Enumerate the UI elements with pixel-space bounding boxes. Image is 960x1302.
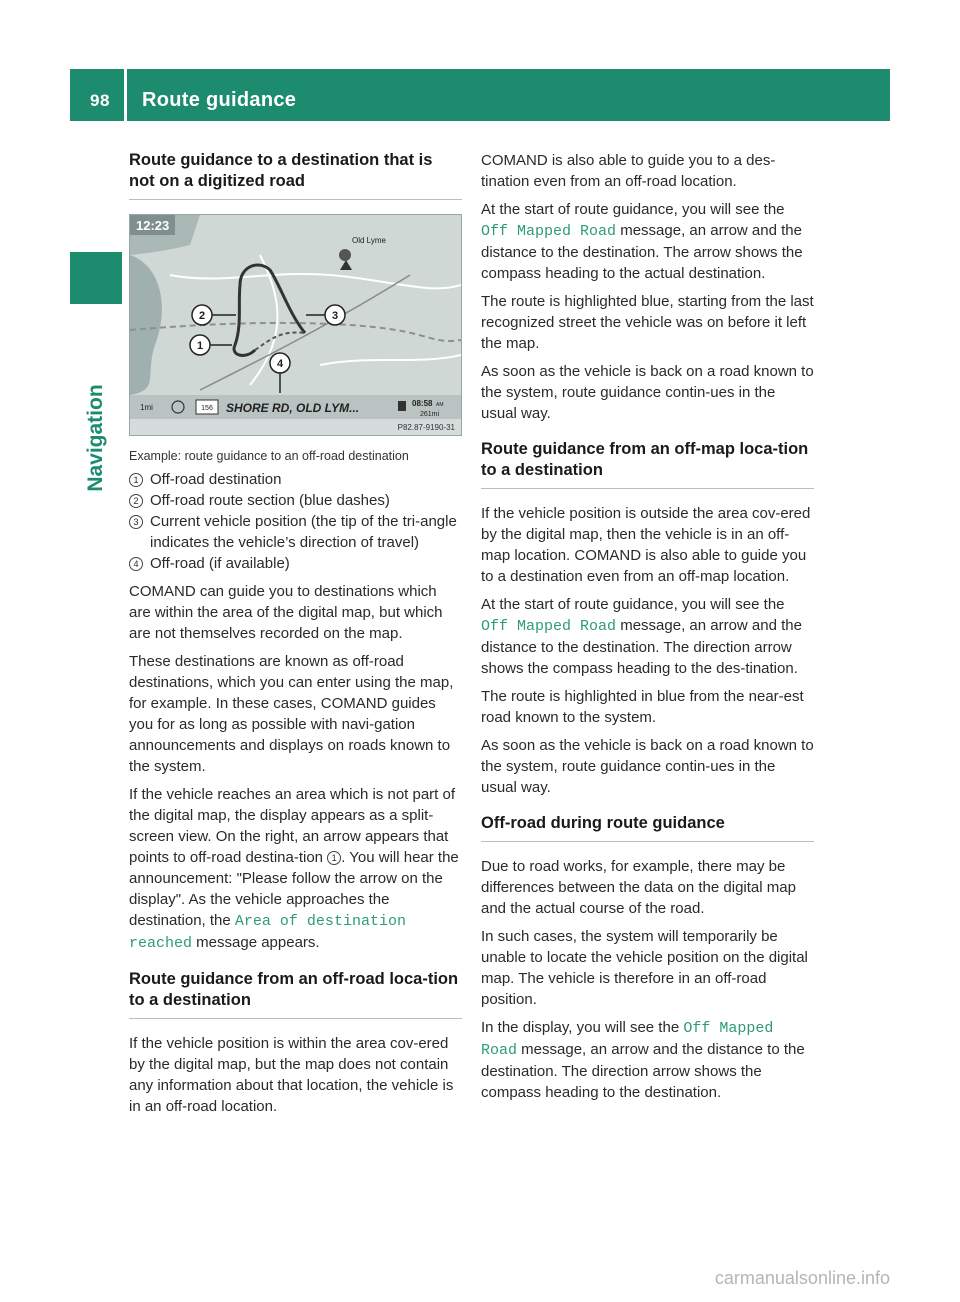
legend-number: 2 (129, 494, 143, 508)
legend-text: Off-road destination (150, 471, 282, 488)
paragraph (481, 594, 814, 679)
section-marker (70, 252, 122, 304)
page-title: Route guidance (142, 89, 297, 111)
paragraph: COMAND is also able to guide you to a des-tination even from an off-road location. (481, 152, 776, 190)
paragraph-text: message, an arrow and the distance to the destination. The direction arrow shows the compass heading to the des-tination. (481, 617, 802, 677)
status-street: SHORE RD, OLD LYM... (226, 401, 360, 415)
paragraph-text: . You will hear the announcement: "Please follow the arrow on the display". As the vehicle approaches the destination, the (129, 849, 459, 929)
status-clock: 08:58 (412, 399, 433, 408)
watermark[interactable]: carmanualsonline.info (714, 1268, 890, 1288)
figure-legend (129, 469, 462, 574)
status-scale: 1mi (140, 403, 153, 412)
display-message: Off Mapped Road (481, 618, 617, 635)
map-time: 12:23 (136, 218, 170, 233)
paragraph: COMAND can guide you to destinations which are within the area of the digital map, but which are not themselves recorded on the map. (129, 583, 443, 642)
paragraph-text: If the vehicle reaches an area which is not part of the digital map, the display appears as a split-screen view. On the right, an arrow appears that points to off-road destina-tion (129, 786, 456, 866)
left-column (129, 150, 462, 1124)
callout-3-label: 3 (331, 310, 339, 322)
right-column (481, 150, 814, 1110)
paragraph-text: In the display, you will see the (481, 1019, 684, 1036)
paragraph: As soon as the vehicle is back on a road known to the system, route guidance contin-ues in the usual way. (481, 363, 814, 422)
display-message: Off Mapped Road (481, 223, 617, 240)
legend-text: Off-road route section (blue dashes) (150, 492, 390, 509)
legend-item (129, 511, 462, 553)
section-heading: Route guidance to a destination that is not on a digitized road (129, 150, 462, 200)
paragraph: In such cases, the system will temporarily be unable to locate the vehicle position on the digital map. The vehicle is therefore in an off-road position. (481, 928, 808, 1008)
callout-2-label: 2 (198, 310, 206, 322)
header-divider (124, 69, 127, 121)
paragraph: These destinations are known as off-road destinations, which you can enter using the map, for example. In these cases, COMAND guides you for as long as possible with navi-gation announcements and displays on roads known to the system. (129, 653, 454, 775)
status-ampm: AM (436, 402, 444, 408)
figure-caption: Example: route guidance to an off-road destination (129, 449, 409, 463)
paragraph (481, 1017, 814, 1103)
paragraph-text: message appears. (192, 934, 320, 951)
paragraph-text: message, an arrow and the distance to the destination. The direction arrow shows the compass heading to the destination. (481, 1041, 805, 1101)
map-place-label: Old Lyme (352, 236, 386, 245)
section-label: Navigation (84, 384, 107, 492)
page-number: 98 (90, 91, 110, 110)
paragraph (129, 784, 462, 954)
legend-number: 1 (129, 473, 143, 487)
status-road-number: 156 (201, 405, 213, 412)
legend-item (129, 469, 462, 490)
figure-code: P82.87-9190-31 (397, 423, 455, 432)
legend-text: Current vehicle position (the tip of the tri-angle indicates the vehicle’s direction of travel) (150, 513, 457, 551)
map-illustration (130, 215, 461, 435)
paragraph: If the vehicle position is outside the area cov-ered by the digital map, then the vehicle is in an off-map location. COMAND is also able to guide you to a destination even from an off-map location. (481, 505, 811, 585)
paragraph-text: At the start of route guidance, you will see the (481, 596, 785, 613)
callout-4-label: 4 (276, 358, 284, 370)
legend-text: Off-road (if available) (150, 555, 290, 572)
map-figure (129, 214, 462, 436)
display-message: Area of destination reached (129, 913, 406, 952)
legend-number: 3 (129, 515, 143, 529)
section-heading: Off-road during route guidance (481, 813, 814, 842)
paragraph (481, 199, 814, 284)
paragraph: The route is highlighted in blue from the near-est road known to the system. (481, 688, 804, 726)
legend-number: 4 (129, 557, 143, 571)
paragraph: If the vehicle position is within the area cov-ered by the digital map, but the map does not contain any information about that location, the vehicle is in an off-road location. (129, 1035, 454, 1115)
status-distance: 261mi (420, 411, 440, 418)
callout-1-label: 1 (196, 340, 204, 352)
paragraph-text: message, an arrow and the distance to the destination. The arrow shows the compass heading to the actual destination. (481, 222, 803, 282)
section-heading: Route guidance from an off-road loca-tion to a destination (129, 969, 462, 1019)
paragraph-text: At the start of route guidance, you will see the (481, 201, 785, 218)
section-heading: Route guidance from an off-map loca-tion to a destination (481, 439, 814, 489)
legend-item (129, 490, 462, 511)
reference-number: 1 (327, 851, 341, 865)
paragraph: The route is highlighted blue, starting from the last recognized street the vehicle was on before it left the map. (481, 293, 814, 352)
paragraph: Due to road works, for example, there may be differences between the data on the digital map and the actual course of the road. (481, 858, 796, 917)
paragraph: As soon as the vehicle is back on a road known to the system, route guidance contin-ues in the usual way. (481, 737, 814, 796)
display-message: Off Mapped Road (481, 1020, 774, 1059)
legend-item (129, 553, 462, 574)
